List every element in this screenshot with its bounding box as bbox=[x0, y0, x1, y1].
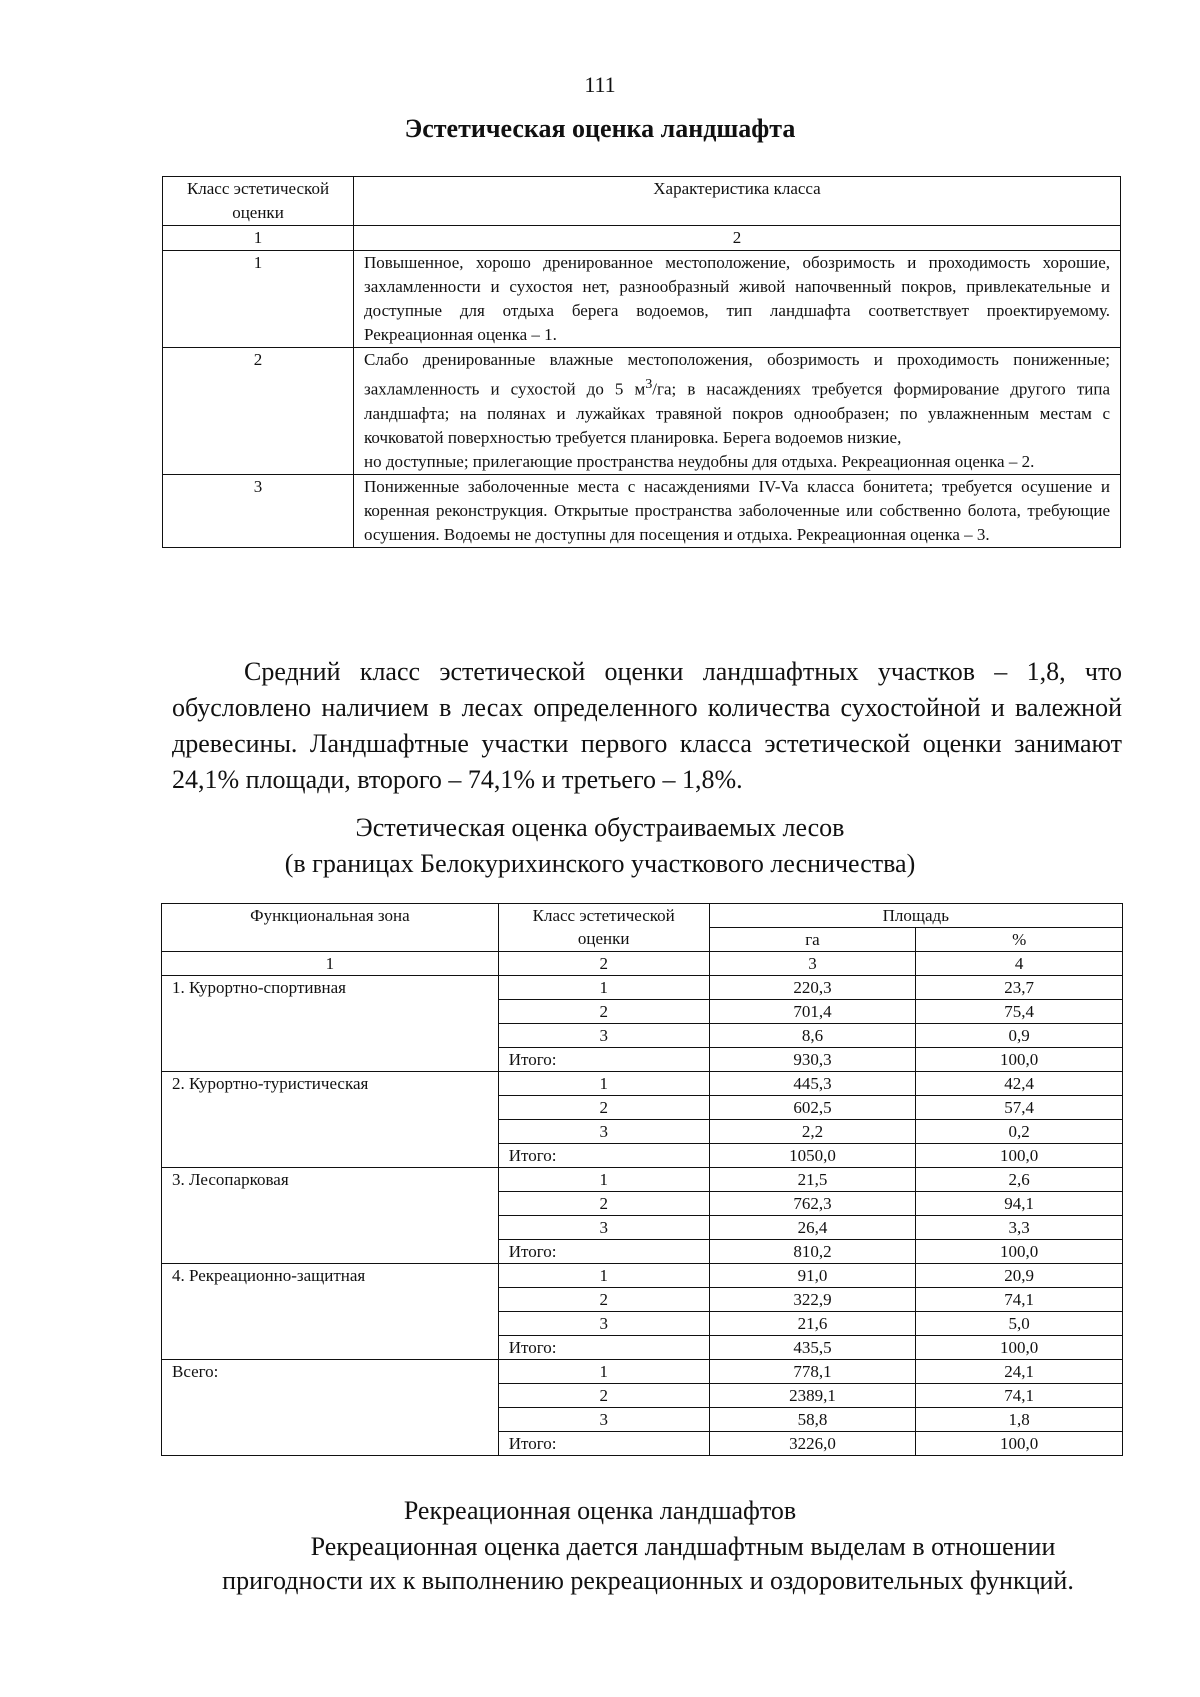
table-row bbox=[162, 1024, 1123, 1048]
header-pct: % bbox=[916, 928, 1123, 952]
area-pct-cell: 42,4 bbox=[916, 1072, 1123, 1096]
table-row bbox=[163, 251, 1121, 348]
class-cell: Итого: bbox=[498, 1144, 709, 1168]
area-ha-cell: 930,3 bbox=[709, 1048, 916, 1072]
area-ha-cell: 445,3 bbox=[709, 1072, 916, 1096]
table-row bbox=[163, 348, 1121, 475]
table-row bbox=[162, 1048, 1123, 1072]
zone-empty-cell bbox=[162, 1000, 499, 1024]
description-cell: Повышенное, хорошо дренированное местоположение, обозримость и проходимость хорошие, захламленности и сухостоя нет, разнообразный живой напочвенный покров, привлекательные и доступные для отдыха берега водоемов, тип ландшафта соответствует проектируемому. Рекреационная оценка – 1. bbox=[354, 251, 1121, 348]
numbering-row bbox=[163, 226, 1121, 251]
table-row bbox=[162, 1000, 1123, 1024]
table-row bbox=[162, 1168, 1123, 1192]
area-ha-cell: 26,4 bbox=[709, 1216, 916, 1240]
table-row bbox=[162, 1072, 1123, 1096]
area-pct-cell: 100,0 bbox=[916, 1144, 1123, 1168]
class-cell: 1 bbox=[498, 1360, 709, 1384]
class-cell: 1 bbox=[498, 976, 709, 1000]
area-pct-cell: 100,0 bbox=[916, 1240, 1123, 1264]
area-pct-cell: 94,1 bbox=[916, 1192, 1123, 1216]
header-area: Площадь bbox=[709, 904, 1122, 928]
table-header-row bbox=[162, 904, 1123, 928]
header-ha: га bbox=[709, 928, 916, 952]
zone-empty-cell bbox=[162, 1024, 499, 1048]
class-cell: 2 bbox=[498, 1192, 709, 1216]
zone-empty-cell bbox=[162, 1288, 499, 1312]
zone-name-cell: Всего: bbox=[162, 1360, 499, 1384]
area-ha-cell: 21,5 bbox=[709, 1168, 916, 1192]
table-row bbox=[162, 1288, 1123, 1312]
paragraph-line: Рекреационная оценка дается ландшафтным выделам в отношении bbox=[310, 1532, 1056, 1561]
zone-empty-cell bbox=[162, 1384, 499, 1408]
zone-empty-cell bbox=[162, 1240, 499, 1264]
area-ha-cell: 21,6 bbox=[709, 1312, 916, 1336]
zone-empty-cell bbox=[162, 1336, 499, 1360]
area-pct-cell: 100,0 bbox=[916, 1048, 1123, 1072]
table-row bbox=[162, 1312, 1123, 1336]
area-pct-cell: 0,2 bbox=[916, 1120, 1123, 1144]
body-paragraph: Средний класс эстетической оценки ландшафтных участков – 1,8, что обусловлено наличием в лесах определенного количества сухостойной и валежной древесины. Ландшафтные участки первого класса эстетической оценки занимают 24,1% площади, второго – 74,1% и третьего – 1,8%. bbox=[172, 657, 1122, 794]
zone-empty-cell bbox=[162, 1120, 499, 1144]
class-cell: 2 bbox=[498, 1000, 709, 1024]
area-pct-cell: 20,9 bbox=[916, 1264, 1123, 1288]
area-ha-cell: 322,9 bbox=[709, 1288, 916, 1312]
table-row bbox=[162, 1240, 1123, 1264]
area-ha-cell: 602,5 bbox=[709, 1096, 916, 1120]
description-cell: Пониженные заболоченные места с насаждениями IV-Va класса бонитета; требуется осушение и коренная реконструкция. Открытые пространства заболоченные или собственно болота, требующие осушения. Водоемы не доступны для посещения и отдыха. Рекреационная оценка – 3. bbox=[354, 474, 1121, 547]
area-ha-cell: 91,0 bbox=[709, 1264, 916, 1288]
numbering-cell: 1 bbox=[163, 226, 354, 251]
table-row bbox=[163, 474, 1121, 547]
zone-name-cell: 4. Рекреационно-защитная bbox=[162, 1264, 499, 1288]
area-ha-cell: 58,8 bbox=[709, 1408, 916, 1432]
table-title-line: Эстетическая оценка обустраиваемых лесов bbox=[355, 813, 845, 842]
class-cell: 3 bbox=[163, 474, 354, 547]
area-pct-cell: 5,0 bbox=[916, 1312, 1123, 1336]
area-ha-cell: 8,6 bbox=[709, 1024, 916, 1048]
area-pct-cell: 24,1 bbox=[916, 1360, 1123, 1384]
body-paragraph-recreation bbox=[178, 1530, 1118, 1598]
class-cell: 3 bbox=[498, 1120, 709, 1144]
area-ha-cell: 762,3 bbox=[709, 1192, 916, 1216]
area-ha-cell: 778,1 bbox=[709, 1360, 916, 1384]
class-cell: 3 bbox=[498, 1408, 709, 1432]
table-row bbox=[162, 1432, 1123, 1456]
description-text: /га; в насаждениях требуется формирование другого типа ландшафта; на полянах и лужайках травяной покров однообразен; по увлажненным местам с кочковатой поверхностью требуется планировка. Берега водоемов низкие, bbox=[364, 379, 1110, 447]
class-cell: 3 bbox=[498, 1312, 709, 1336]
area-ha-cell: 220,3 bbox=[709, 976, 916, 1000]
table-row bbox=[162, 1384, 1123, 1408]
zone-name-cell: 2. Курортно-туристическая bbox=[162, 1072, 499, 1096]
area-pct-cell: 2,6 bbox=[916, 1168, 1123, 1192]
table-row bbox=[162, 1216, 1123, 1240]
table-row bbox=[162, 1360, 1123, 1384]
class-cell: 3 bbox=[498, 1216, 709, 1240]
numbering-cell: 1 bbox=[162, 952, 499, 976]
class-cell: Итого: bbox=[498, 1240, 709, 1264]
area-pct-cell: 3,3 bbox=[916, 1216, 1123, 1240]
table-row bbox=[162, 1408, 1123, 1432]
zone-name-cell: 1. Курортно-спортивная bbox=[162, 976, 499, 1000]
class-cell: 1 bbox=[498, 1264, 709, 1288]
table-title bbox=[0, 810, 1200, 882]
header-zone: Функциональная зона bbox=[162, 904, 499, 952]
section-title-recreation: Рекреационная оценка ландшафтов bbox=[403, 1496, 797, 1525]
table-row bbox=[162, 1120, 1123, 1144]
numbering-cell: 2 bbox=[354, 226, 1121, 251]
class-cell: 2 bbox=[498, 1384, 709, 1408]
page-number: 111 bbox=[584, 72, 616, 97]
class-cell: 2 bbox=[163, 348, 354, 475]
table-header-row bbox=[163, 177, 1121, 226]
class-cell: 1 bbox=[498, 1072, 709, 1096]
class-cell: Итого: bbox=[498, 1048, 709, 1072]
section-title: Эстетическая оценка ландшафта bbox=[404, 114, 796, 143]
table-title-line: (в границах Белокурихинского участкового лесничества) bbox=[284, 849, 916, 878]
description-text: но доступные; прилегающие пространства неудобны для отдыха. Рекреационная оценка – 2. bbox=[364, 451, 1035, 471]
numbering-cell: 2 bbox=[498, 952, 709, 976]
class-cell: 2 bbox=[498, 1288, 709, 1312]
table-row bbox=[162, 1264, 1123, 1288]
area-ha-cell: 435,5 bbox=[709, 1336, 916, 1360]
table-row bbox=[162, 976, 1123, 1000]
area-pct-cell: 0,9 bbox=[916, 1024, 1123, 1048]
zone-empty-cell bbox=[162, 1432, 499, 1456]
class-cell: Итого: bbox=[498, 1432, 709, 1456]
area-pct-cell: 100,0 bbox=[916, 1432, 1123, 1456]
table-row bbox=[162, 1096, 1123, 1120]
table-row bbox=[162, 1336, 1123, 1360]
table-row bbox=[162, 1144, 1123, 1168]
description-text: Слабо дренированные влажные местоположения, обозримость и проходимость пониженные; захламленность и сухостой до 5 м bbox=[364, 350, 1110, 399]
area-pct-cell: 74,1 bbox=[916, 1384, 1123, 1408]
zone-empty-cell bbox=[162, 1216, 499, 1240]
class-cell: 2 bbox=[498, 1096, 709, 1120]
zone-empty-cell bbox=[162, 1096, 499, 1120]
area-ha-cell: 2,2 bbox=[709, 1120, 916, 1144]
area-pct-cell: 100,0 bbox=[916, 1336, 1123, 1360]
description-cell bbox=[354, 348, 1121, 475]
numbering-cell: 4 bbox=[916, 952, 1123, 976]
class-cell: Итого: bbox=[498, 1336, 709, 1360]
zone-empty-cell bbox=[162, 1144, 499, 1168]
area-ha-cell: 3226,0 bbox=[709, 1432, 916, 1456]
area-pct-cell: 74,1 bbox=[916, 1288, 1123, 1312]
header-class: Класс эстетической оценки bbox=[498, 904, 709, 952]
area-pct-cell: 1,8 bbox=[916, 1408, 1123, 1432]
zone-name-cell: 3. Лесопарковая bbox=[162, 1168, 499, 1192]
area-ha-cell: 701,4 bbox=[709, 1000, 916, 1024]
table-row bbox=[162, 1192, 1123, 1216]
area-ha-cell: 2389,1 bbox=[709, 1384, 916, 1408]
aesthetic-class-table bbox=[162, 176, 1121, 548]
zone-empty-cell bbox=[162, 1192, 499, 1216]
area-pct-cell: 23,7 bbox=[916, 976, 1123, 1000]
class-cell: 1 bbox=[163, 251, 354, 348]
header-characteristic: Характеристика класса bbox=[354, 177, 1121, 226]
class-cell: 3 bbox=[498, 1024, 709, 1048]
paragraph-line: пригодности их к выполнению рекреационных и оздоровительных функций. bbox=[222, 1566, 1074, 1595]
header-class: Класс эстетической оценки bbox=[163, 177, 354, 226]
superscript: 3 bbox=[645, 376, 653, 392]
area-pct-cell: 57,4 bbox=[916, 1096, 1123, 1120]
area-ha-cell: 810,2 bbox=[709, 1240, 916, 1264]
class-cell: 1 bbox=[498, 1168, 709, 1192]
numbering-cell: 3 bbox=[709, 952, 916, 976]
zone-empty-cell bbox=[162, 1048, 499, 1072]
zone-empty-cell bbox=[162, 1312, 499, 1336]
area-pct-cell: 75,4 bbox=[916, 1000, 1123, 1024]
zone-empty-cell bbox=[162, 1408, 499, 1432]
area-ha-cell: 1050,0 bbox=[709, 1144, 916, 1168]
functional-zone-table bbox=[161, 903, 1123, 1456]
numbering-row bbox=[162, 952, 1123, 976]
